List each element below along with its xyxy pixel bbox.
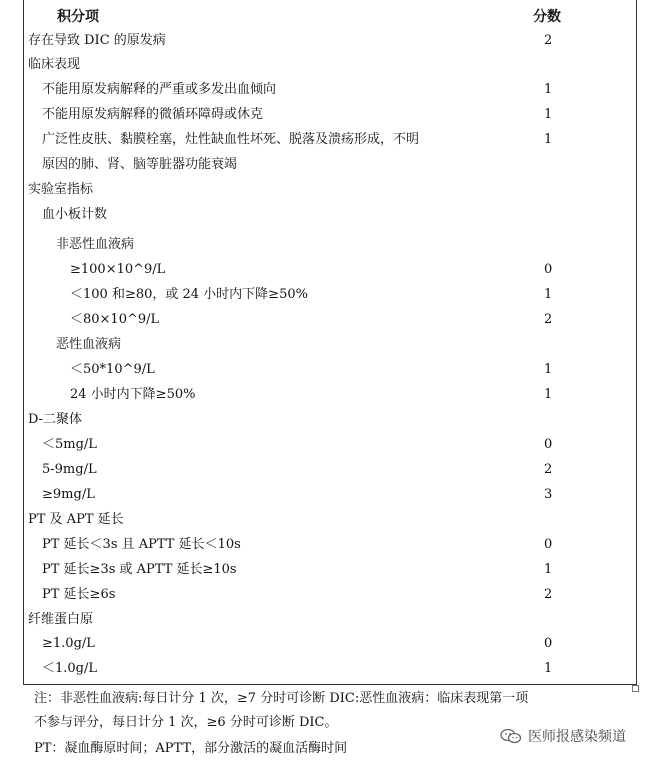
wechat-icon bbox=[500, 728, 522, 744]
table-row bbox=[0, 610, 658, 634]
table-row bbox=[0, 130, 658, 154]
row-score: 2 bbox=[544, 462, 553, 477]
row-label: PT 延长≥6s bbox=[42, 587, 116, 602]
header-score: 分数 bbox=[533, 9, 561, 25]
row-label: ＜100 和≥80，或 24 小时内下降≥50% bbox=[70, 287, 308, 302]
row-label: D-二聚体 bbox=[28, 412, 83, 427]
row-score: 1 bbox=[544, 661, 553, 676]
table-row bbox=[0, 335, 658, 359]
row-score: 1 bbox=[544, 362, 553, 377]
row-score: 1 bbox=[544, 387, 553, 402]
row-label: PT 延长≥3s 或 APTT 延长≥10s bbox=[42, 562, 237, 577]
table-row bbox=[0, 31, 658, 55]
table-row bbox=[0, 285, 658, 309]
table-row bbox=[0, 155, 658, 179]
table-resize-handle bbox=[632, 685, 639, 692]
row-label: ＜5mg/L bbox=[42, 437, 97, 452]
table-row bbox=[0, 180, 658, 204]
note-line-1: 注：非恶性血液病:每日计分 1 次，≥7 分时可诊断 DIC:恶性血液病：临床表现第一项 bbox=[34, 691, 529, 706]
row-score: 0 bbox=[544, 537, 553, 552]
row-score: 1 bbox=[544, 562, 553, 577]
row-label: 原因的肺、肾、脑等脏器功能衰竭 bbox=[42, 157, 238, 172]
row-score: 1 bbox=[544, 107, 553, 122]
table-row bbox=[0, 260, 658, 284]
row-label: ≥9mg/L bbox=[42, 487, 95, 502]
row-label: 24 小时内下降≥50% bbox=[70, 387, 196, 402]
row-score: 1 bbox=[544, 82, 553, 97]
table-row bbox=[0, 385, 658, 409]
row-score: 2 bbox=[544, 312, 553, 327]
header-item: 积分项 bbox=[57, 9, 99, 25]
table-row bbox=[0, 460, 658, 484]
table-row bbox=[0, 55, 658, 79]
note-line-3: PT：凝血酶原时间；APTT，部分激活的凝血活酶时间 bbox=[34, 741, 348, 756]
table-row bbox=[0, 205, 658, 229]
table-row bbox=[0, 435, 658, 459]
row-label: 存在导致 DIC 的原发病 bbox=[28, 33, 166, 48]
row-label: 实验室指标 bbox=[28, 182, 94, 197]
row-label: 不能用原发病解释的严重或多发出血倾向 bbox=[42, 82, 277, 97]
table-row bbox=[0, 310, 658, 334]
row-label: PT 及 APT 延长 bbox=[28, 512, 124, 527]
row-score: 0 bbox=[544, 262, 553, 277]
row-score: 2 bbox=[544, 33, 553, 48]
row-score: 0 bbox=[544, 636, 553, 651]
row-label: ≥1.0g/L bbox=[42, 636, 95, 651]
table-row bbox=[0, 659, 658, 683]
row-score: 2 bbox=[544, 587, 553, 602]
row-label: 不能用原发病解释的微循环障碍或休克 bbox=[42, 107, 264, 122]
row-label: 临床表现 bbox=[28, 57, 81, 72]
row-label: ＜50*10^9/L bbox=[70, 362, 155, 377]
row-label: 恶性血液病 bbox=[56, 337, 122, 352]
row-label: ＜1.0g/L bbox=[42, 661, 98, 676]
table-row bbox=[0, 360, 658, 384]
watermark bbox=[500, 726, 626, 746]
table-row bbox=[0, 485, 658, 509]
row-label: 广泛性皮肤、黏膜栓塞，灶性缺血性坏死、脱落及溃疡形成，不明 bbox=[42, 132, 420, 147]
row-score: 1 bbox=[544, 132, 553, 147]
row-score: 1 bbox=[544, 287, 553, 302]
table-row bbox=[0, 105, 658, 129]
note-line-2: 不参与评分，每日计分 1 次，≥6 分时可诊断 DIC。 bbox=[34, 715, 338, 730]
row-label: PT 延长＜3s 且 APTT 延长＜10s bbox=[42, 537, 241, 552]
row-label: 血小板计数 bbox=[42, 207, 108, 222]
row-score: 3 bbox=[544, 487, 553, 502]
table-row bbox=[0, 585, 658, 609]
row-label: 非恶性血液病 bbox=[56, 237, 135, 252]
table-row bbox=[0, 535, 658, 559]
table-row bbox=[0, 510, 658, 534]
row-label: ≥100×10^9/L bbox=[70, 262, 166, 277]
watermark-text: 医师报感染频道 bbox=[528, 729, 626, 745]
table-row bbox=[0, 235, 658, 259]
row-label: ＜80×10^9/L bbox=[70, 312, 160, 327]
row-score: 0 bbox=[544, 437, 553, 452]
table-row bbox=[0, 560, 658, 584]
row-label: 纤维蛋白原 bbox=[28, 612, 94, 627]
table-row bbox=[0, 80, 658, 104]
table-row bbox=[0, 634, 658, 658]
row-label: 5-9mg/L bbox=[42, 462, 97, 477]
table-row bbox=[0, 410, 658, 434]
